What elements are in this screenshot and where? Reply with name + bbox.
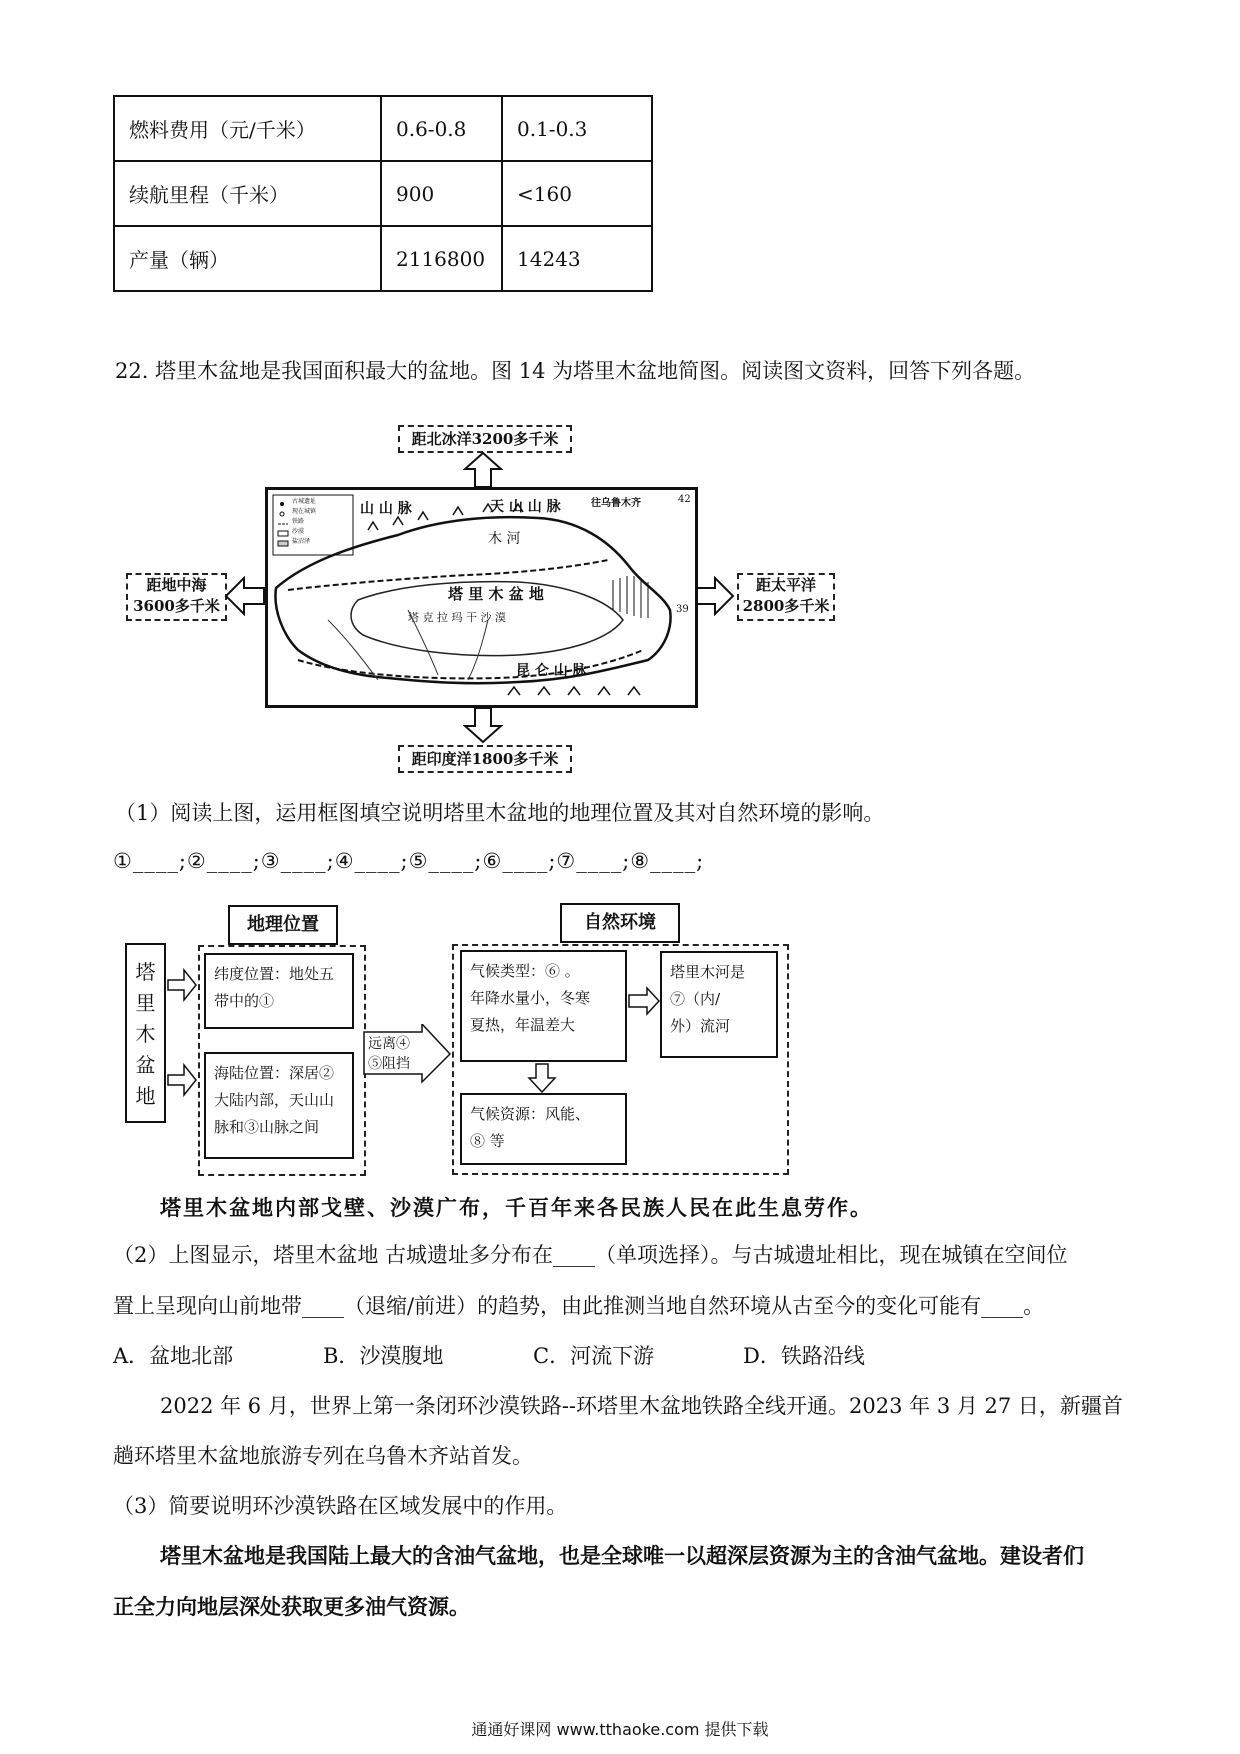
table-cell: 900 (381, 161, 502, 226)
flow-geo-title: 地理位置 (228, 905, 338, 945)
flow-resource-line: ⑧ 等 (470, 1132, 505, 1150)
map-label-tianshan-east: 天 山 山 脉 (490, 499, 561, 515)
table-row (114, 226, 652, 291)
flow-middle-line: 远离④ (368, 1036, 410, 1052)
map-label-tianshan-west: 山 山 脉 (360, 501, 412, 517)
flow-lat-box (204, 953, 354, 1029)
map-label-tarim-river: 木 河 (488, 531, 521, 547)
arrow-north-icon (463, 451, 503, 489)
question-2-line2: 置上呈现向山前地带____（退缩/前进）的趋势，由此推测当地自然环境从古至今的变化可能有____。 (113, 1294, 1045, 1318)
question-22-intro: 22. 塔里木盆地是我国面积最大的盆地。图 14 为塔里木盆地简图。阅读图文资料，回答下列各题。 (115, 359, 1036, 383)
flow-climate-box (460, 950, 627, 1062)
flow-sea-line: 海陆位置：深居② (214, 1064, 335, 1082)
flow-left-title: 塔里木盆地 (125, 943, 166, 1123)
flow-river-line: 外）流河 (670, 1017, 731, 1035)
arrow-down-icon (527, 1062, 557, 1094)
flow-climate-line: 年降水量小，冬寒 (470, 989, 591, 1007)
distance-west-line2: 3600多千米 (133, 597, 220, 615)
distance-west-label (126, 573, 227, 621)
question-2-line1: （2）上图显示，塔里木盆地 古城遗址多分布在____（单项选择）。与古城遗址相比，现在城镇在空间位 (113, 1243, 1068, 1267)
option-d: D．铁路沿线 (743, 1344, 865, 1368)
legend-item: 古城遗址 (292, 498, 317, 505)
table-row (114, 161, 652, 226)
table-cell: 燃料费用（元/千米） (114, 96, 381, 161)
question-1-blanks: ①____;②____;③____;④____;⑤____;⑥____;⑦____;⑧____; (113, 849, 705, 873)
table-cell: 0.1-0.3 (502, 96, 652, 161)
flow-climate-line: 夏热，年温差大 (470, 1016, 576, 1034)
flow-nature-title: 自然环境 (560, 903, 680, 943)
rail-paragraph-line2: 趟环塔里木盆地旅游专列在乌鲁木齐站首发。 (113, 1444, 533, 1468)
oil-paragraph-line2: 正全力向地层深处获取更多油气资源。 (113, 1594, 470, 1619)
distance-east-label (737, 573, 835, 621)
flow-middle-line: ⑤阻挡 (368, 1056, 410, 1072)
map-label-lat39: 39 (676, 604, 689, 615)
table-cell: 产量（辆） (114, 226, 381, 291)
question-3-text: （3）简要说明环沙漠铁路在区域发展中的作用。 (113, 1494, 568, 1518)
map-frame (265, 487, 698, 708)
arrow-right-icon (627, 986, 661, 1016)
flow-river-box (660, 951, 778, 1058)
flow-lat-line: 带中的① (214, 992, 275, 1010)
oil-paragraph-line1: 塔里木盆地是我国陆上最大的含油气盆地，也是全球唯一以超深层资源为主的含油气盆地。建设者们 (160, 1543, 1084, 1568)
table-cell: 续航里程（千米） (114, 161, 381, 226)
distance-east-line1: 距太平洋 (755, 576, 816, 594)
flow-sea-box (204, 1052, 354, 1159)
map-legend (292, 497, 316, 547)
legend-item: 铁路 (292, 518, 305, 525)
question-1-text: （1）阅读上图，运用框图填空说明塔里木盆地的地理位置及其对自然环境的影响。 (115, 801, 885, 825)
flow-river-line: 塔里木河是 (670, 963, 746, 981)
table-cell: 14243 (502, 226, 652, 291)
rail-paragraph-line1: 2022 年 6 月，世界上第一条闭环沙漠铁路--环塔里木盆地铁路全线开通。2023 年 3 月 27 日，新疆首 (160, 1394, 1123, 1418)
map-label-kunlun: 昆 仑 山 脉 (516, 663, 587, 679)
comparison-table (113, 95, 653, 292)
table-cell: <160 (502, 161, 652, 226)
flow-middle-label (368, 1034, 410, 1074)
legend-item: 现在城镇 (292, 508, 317, 515)
map-label-desert: 塔 克 拉 玛 干 沙 漠 (408, 611, 506, 624)
flow-resource-line: 气候资源：风能、 (470, 1105, 591, 1123)
desert-paragraph: 塔里木盆地内部戈壁、沙漠广布，千百年来各民族人民在此生息劳作。 (160, 1195, 873, 1220)
arrow-west-icon (224, 576, 266, 616)
distance-south-label: 距印度洋1800多千米 (398, 745, 572, 773)
option-a: A．盆地北部 (113, 1344, 234, 1368)
arrow-right-icon (166, 960, 198, 1110)
option-b: B．沙漠腹地 (323, 1344, 444, 1368)
option-c: C．河流下游 (533, 1344, 655, 1368)
flow-climate-line: 气候类型：⑥ 。 (470, 962, 580, 980)
map-label-urumqi: 往乌鲁木齐 (591, 498, 641, 509)
flow-resource-box (460, 1093, 627, 1165)
legend-item: 沙漠 (292, 528, 305, 535)
legend-item: 盐沼泽 (292, 538, 311, 545)
map-label-lat42: 42 (678, 494, 691, 505)
page-footer: 通通好课网 www.tthaoke.com 提供下载 (471, 1720, 769, 1739)
flow-sea-line: 脉和③山脉之间 (214, 1118, 320, 1136)
distance-east-line2: 2800多千米 (742, 597, 830, 615)
flow-sea-line: 大陆内部，天山山 (214, 1091, 335, 1109)
flow-river-line: ⑦（内/ (670, 990, 721, 1008)
arrow-east-icon (693, 576, 735, 616)
distance-west-line1: 距地中海 (146, 576, 207, 594)
table-cell: 2116800 (381, 226, 502, 291)
flow-lat-line: 纬度位置：地处五 (214, 965, 335, 983)
map-label-basin: 塔 里 木 盆 地 (448, 585, 544, 603)
arrow-south-icon (463, 706, 503, 744)
distance-north-label: 距北冰洋3200多千米 (398, 425, 572, 453)
table-cell: 0.6-0.8 (381, 96, 502, 161)
table-row (114, 96, 652, 161)
